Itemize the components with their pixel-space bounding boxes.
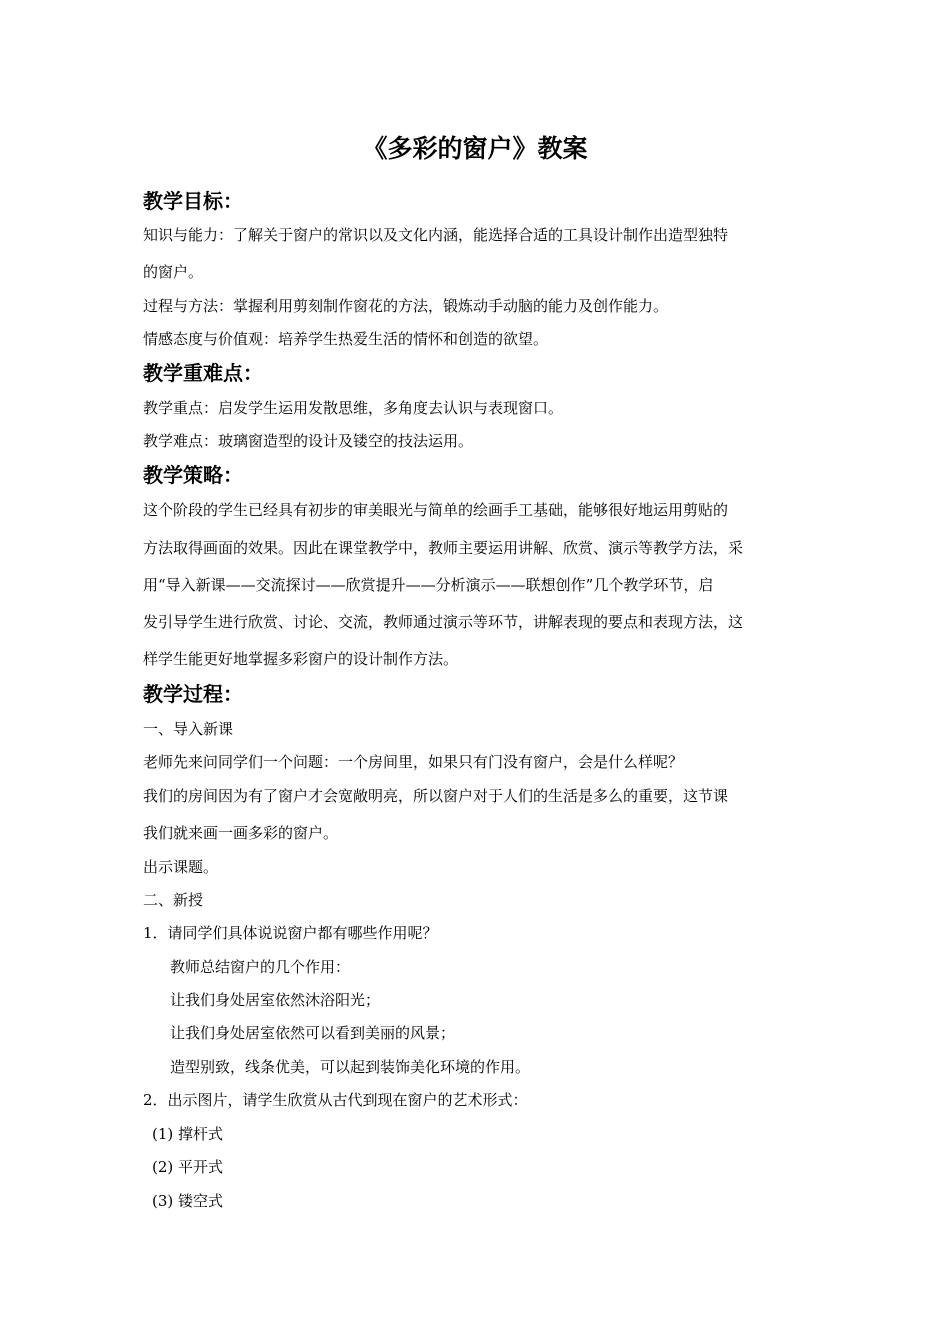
list-item: 让我们身处居室依然沐浴阳光； <box>170 991 381 1009</box>
list-item: 教师总结窗户的几个作用： <box>170 958 351 976</box>
paragraph-line: 用“导入新课——交流探讨——欣赏提升——分析演示——联想创作”几个教学环节，启 <box>143 576 714 594</box>
paragraph-line: 这个阶段的学生已经具有初步的审美眼光与简单的绘画手工基础，能够很好地运用剪贴的 <box>143 501 729 519</box>
paragraph-line: 教学难点：玻璃窗造型的设计及镂空的技法运用。 <box>143 432 474 450</box>
list-item: 2．出示图片，请学生欣赏从古代到现在窗户的艺术形式： <box>143 1091 528 1109</box>
paragraph-line: 情感态度与价值观：培养学生热爱生活的情怀和创造的欲望。 <box>143 330 549 348</box>
list-item: (3) 镂空式 <box>152 1192 224 1210</box>
paragraph-line: 出示课题。 <box>143 858 219 876</box>
heading-strategy: 教学策略： <box>143 463 243 487</box>
list-item: 造型别致，线条优美，可以起到装饰美化环境的作用。 <box>170 1058 531 1076</box>
list-item: 1．请同学们具体说说窗户都有哪些作用呢？ <box>143 924 438 942</box>
list-item: (2) 平开式 <box>152 1158 224 1176</box>
paragraph-line: 一、导入新课 <box>143 720 234 738</box>
list-item: 让我们身处居室依然可以看到美丽的风景； <box>170 1024 456 1042</box>
paragraph-line: 样学生能更好地掌握多彩窗户的设计制作方法。 <box>143 650 459 668</box>
heading-objectives: 教学目标： <box>143 189 243 213</box>
paragraph-line: 发引导学生进行欣赏、讨论、交流，教师通过演示等环节，讲解表现的要点和表现方法，这 <box>143 613 744 631</box>
paragraph-line: 二、新授 <box>143 891 204 909</box>
list-item: (1) 撑杆式 <box>152 1125 224 1143</box>
paragraph-line: 我们的房间因为有了窗户才会宽敞明亮，所以窗户对于人们的生活是多么的重要，这节课 <box>143 787 729 805</box>
heading-keypoints: 教学重难点： <box>143 361 263 385</box>
document-title: 《多彩的窗户》教案 <box>362 134 588 163</box>
paragraph-line: 过程与方法：掌握利用剪刻制作窗花的方法，锻炼动手动脑的能力及创作能力。 <box>143 297 669 315</box>
paragraph-line: 教学重点：启发学生运用发散思维，多角度去认识与表现窗口。 <box>143 399 564 417</box>
paragraph-line: 知识与能力：了解关于窗户的常识以及文化内涵，能选择合适的工具设计制作出造型独特 <box>143 226 729 244</box>
heading-process: 教学过程： <box>143 682 243 706</box>
paragraph-line: 老师先来问同学们一个问题：一个房间里，如果只有门没有窗户，会是什么样呢？ <box>143 753 684 771</box>
paragraph-line: 方法取得画面的效果。因此在课堂教学中，教师主要运用讲解、欣赏、演示等教学方法，采 <box>143 539 744 557</box>
paragraph-line: 我们就来画一画多彩的窗户。 <box>143 824 339 842</box>
paragraph-line: 的窗户。 <box>143 263 204 281</box>
